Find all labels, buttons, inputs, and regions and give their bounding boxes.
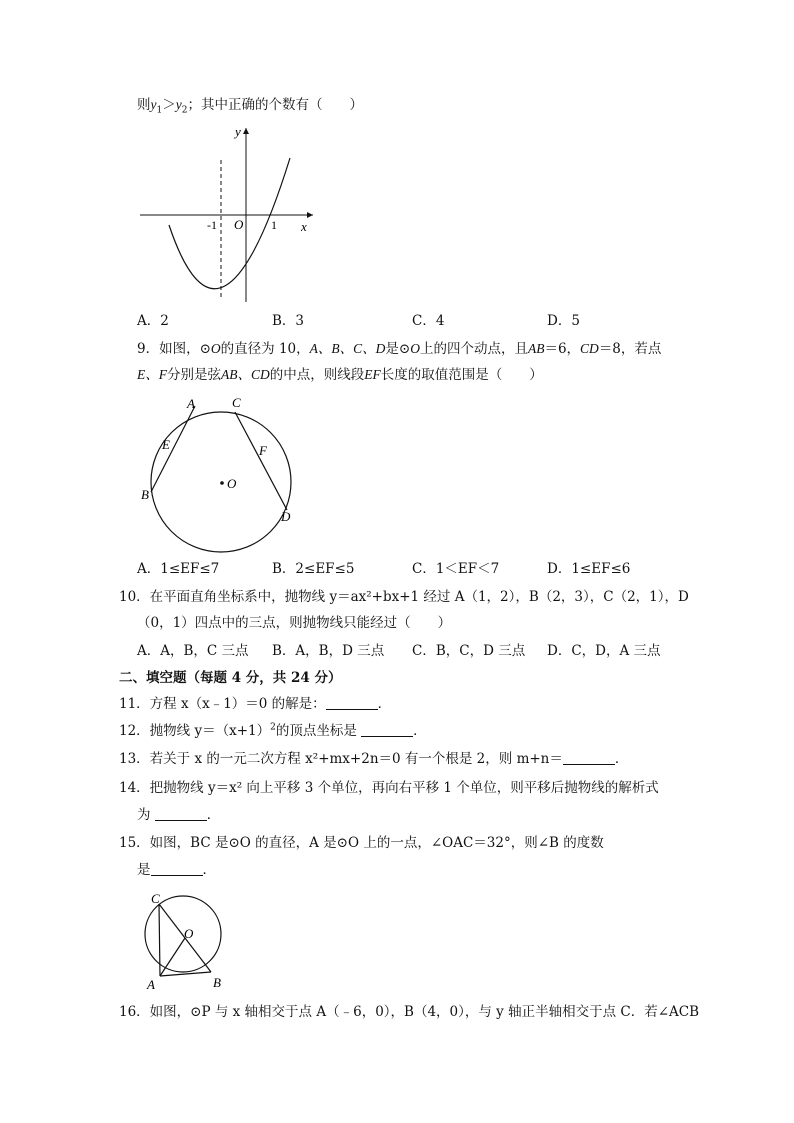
q9-t5: 分别是弦 <box>167 367 221 383</box>
label-o: O <box>184 926 194 941</box>
q8-y2-sub: 2 <box>181 105 188 116</box>
label-c: C <box>151 891 160 906</box>
q8-y1: y <box>150 97 157 112</box>
graph-x-label: x <box>301 219 307 234</box>
q11-text: 11．方程 x（x﹣1）＝0 的解是： <box>119 696 326 712</box>
q8-gt: ＞ <box>162 97 176 113</box>
q14-answer-blank[interactable] <box>155 807 207 821</box>
label-c: C <box>232 395 241 410</box>
q13-stem <box>119 750 628 768</box>
graph-neg-one-label: -1 <box>207 218 217 232</box>
q9-eq6: ＝6， <box>544 341 581 357</box>
chord-cd <box>235 412 287 510</box>
q9-eq8: ＝8，若点 <box>598 341 662 357</box>
graph-y-label: y <box>235 124 241 139</box>
q8-option-d[interactable]: D．5 <box>547 313 580 329</box>
label-b: B <box>141 487 149 502</box>
q14-text: 为 <box>137 807 155 823</box>
q9-stem-line1 <box>137 340 661 358</box>
q9-option-a[interactable]: A．1≤EF≤7 <box>137 561 220 577</box>
q9-points: A、B、C、D <box>309 341 386 356</box>
center-point <box>220 481 224 485</box>
q12-period: ． <box>413 723 427 739</box>
label-d: D <box>281 509 291 524</box>
q9-stem-line2 <box>137 366 543 384</box>
q15-stem-line1: 15．如图，BC 是⊙O 的直径，A 是⊙O 上的一点，∠OAC＝32°，则∠B 的度数 <box>119 835 604 851</box>
q9-ef-points: E、F <box>137 367 167 382</box>
section2-title: 二、填空题（每题 4 分，共 24 分） <box>119 670 342 686</box>
graph-origin-label: O <box>234 217 244 232</box>
q8-y2: y <box>175 97 182 112</box>
q10-option-c[interactable]: C．B，C，D 三点 <box>412 643 526 659</box>
q12-text: 12．抛物线 y＝（x+1） <box>119 723 271 739</box>
q9-o2: O <box>410 341 420 356</box>
q14-stem-line1: 14．把抛物线 y＝x² 向上平移 3 个单位，再向右平移 1 个单位，则平移后抛物线的解析式 <box>119 780 659 796</box>
q12-sup: 2 <box>270 722 276 733</box>
q15-period: ． <box>202 862 216 878</box>
q8-stem-tail <box>137 96 363 114</box>
q8-option-c[interactable]: C．4 <box>412 313 445 329</box>
q15-text: 是 <box>137 862 151 878</box>
q12-text-b: 的顶点坐标是 <box>275 723 362 739</box>
q16-stem-line1: 16．如图，⊙P 与 x 轴相交于点 A（﹣6，0），B（4，0），与 y 轴正半轴相交于点 C．若∠ACB <box>119 1004 700 1020</box>
q8-option-a[interactable]: A．2 <box>137 313 169 329</box>
q15-answer-blank[interactable] <box>151 862 203 876</box>
q10-stem-line2: （0，1）四点中的三点，则抛物线只能经过（ ） <box>137 615 452 631</box>
q9-ab: AB <box>527 341 545 356</box>
q9-o: O <box>210 341 221 356</box>
label-a: A <box>187 396 195 411</box>
q9-t7: 长度的取值范围是（ ） <box>380 367 543 383</box>
q9-circle-figure <box>135 392 305 562</box>
label-f: F <box>259 443 267 458</box>
q11-period: ． <box>377 696 392 712</box>
q11-stem <box>119 695 391 713</box>
q9-option-c[interactable]: C．1＜EF＜7 <box>412 561 500 577</box>
q10-option-d[interactable]: D．C，D，A 三点 <box>547 643 661 659</box>
q9-t4: 上的四个动点，且 <box>419 341 528 357</box>
label-b: B <box>213 975 221 990</box>
q14-stem-line2 <box>137 806 220 824</box>
q9-t6: 的中点，则线段 <box>269 367 365 383</box>
q13-text: 13．若关于 x 的一元二次方程 x²+mx+2n＝0 有一个根是 2，则 m+n＝ <box>119 751 563 767</box>
q10-option-b[interactable]: B．A，B，D 三点 <box>272 643 385 659</box>
chord-ac <box>159 904 160 976</box>
q8-y1-sub: 1 <box>156 105 163 116</box>
q8-text-b: ；其中正确的个数有（ ） <box>187 97 363 113</box>
q14-period: ． <box>206 807 221 823</box>
chord-ab <box>151 406 195 492</box>
q13-period: ． <box>614 751 629 767</box>
q9-t2: 的直径为 10， <box>220 341 310 357</box>
q11-answer-blank[interactable] <box>326 696 378 710</box>
q9-cd: CD <box>580 341 599 356</box>
q13-answer-blank[interactable] <box>563 751 615 765</box>
q15-stem-line2 <box>137 861 216 879</box>
q9-option-b[interactable]: B．2≤EF≤5 <box>272 561 355 577</box>
q8-option-b[interactable]: B．3 <box>272 313 305 329</box>
q9-option-d[interactable]: D．1≤EF≤6 <box>547 561 631 577</box>
q12-stem <box>119 722 427 740</box>
q8-parabola-graph <box>135 120 325 310</box>
q15-circle-figure <box>135 888 235 992</box>
q10-stem-line1: 10．在平面直角坐标系中，抛物线 y＝ax²+bx+1 经过 A（1，2），B（2，3），C（2，1），D <box>119 589 689 605</box>
q9-t1: 9．如图，⊙ <box>137 341 211 357</box>
label-e: E <box>162 437 170 452</box>
q12-answer-blank[interactable] <box>361 723 413 737</box>
label-o: O <box>227 476 237 491</box>
circle-o <box>145 896 221 972</box>
graph-one-label: 1 <box>271 218 277 232</box>
q9-t3: 是⊙ <box>385 341 411 357</box>
chord-ab <box>160 972 211 976</box>
q9-abcd: AB、CD <box>221 367 270 382</box>
label-a: A <box>147 977 155 992</box>
q10-option-a[interactable]: A．A，B，C 三点 <box>137 643 249 659</box>
q8-text: 则 <box>137 97 151 113</box>
q9-ef: EF <box>364 367 381 382</box>
